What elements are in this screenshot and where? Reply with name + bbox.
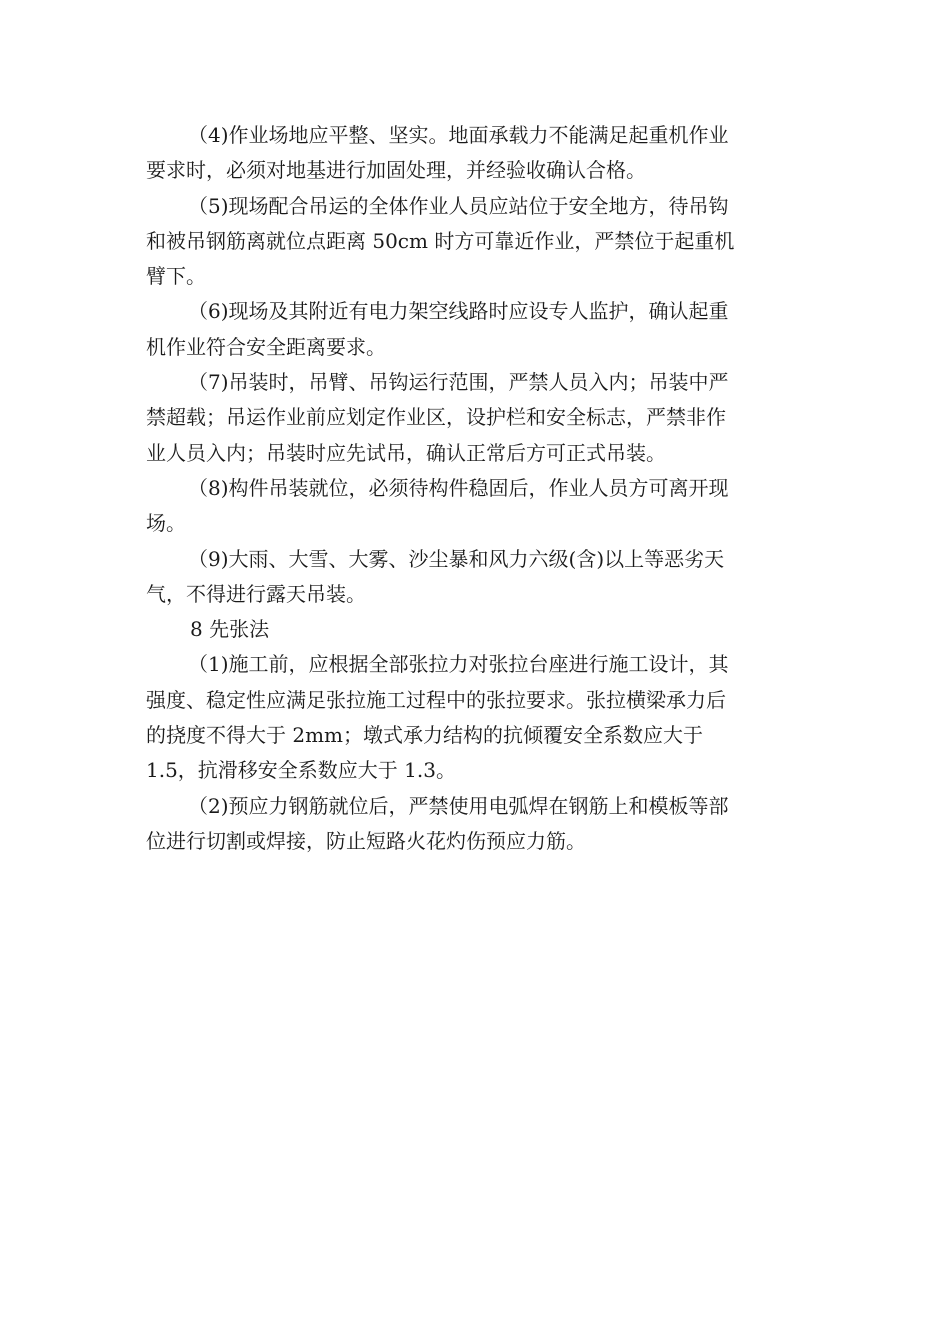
section-heading: 8 先张法 [190,617,270,642]
paragraph-item-6: （6)现场及其附近有电力架空线路时应设专人监护，确认起重 机作业符合安全距离要求。 [146,299,729,359]
paragraph-item-7: （7)吊装时，吊臂、吊钩运行范围，严禁人员入内；吊装中严 禁超载；吊运作业前应划定作业区，设护栏和安全标志，严禁非作 业人员入内；吊装时应先试吊，确认正常后方可正式吊装。 [146,370,729,465]
paragraph-pretension-2: （2)预应力钢筋就位后，严禁使用电弧焊在钢筋上和模板等部 位进行切割或焊接，防止短路火花灼伤预应力筋。 [146,793,729,853]
paragraph-item-5: （5)现场配合吊运的全体作业人员应站位于安全地方，待吊钩 和被吊钢筋离就位点距离 50cm 时方可靠近作业，严禁位于起重机 臂下。 [146,193,735,289]
document-page [146,118,796,859]
paragraph-item-8: （8)构件吊装就位，必须待构件稳固后，作业人员方可离开现 场。 [146,475,729,536]
paragraph-item-4: （4)作业场地应平整、坚实。地面承载力不能满足起重机作业 要求时，必须对地基进行加固处理，并经验收确认合格。 [146,123,729,183]
paragraph-item-9: （9)大雨、大雪、大雾、沙尘暴和风力六级(含)以上等恶劣天 气，不得进行露天吊装。 [146,546,725,606]
paragraph-pretension-1: （1)施工前，应根据全部张拉力对张拉台座进行施工设计，其 强度、稳定性应满足张拉施工过程中的张拉要求。张拉横梁承力后 的挠度不得大于 2mm；墩式承力结构的抗倾覆安全系数应大于 1.5，抗滑移安全系数应大于 1.3。 [146,652,729,783]
